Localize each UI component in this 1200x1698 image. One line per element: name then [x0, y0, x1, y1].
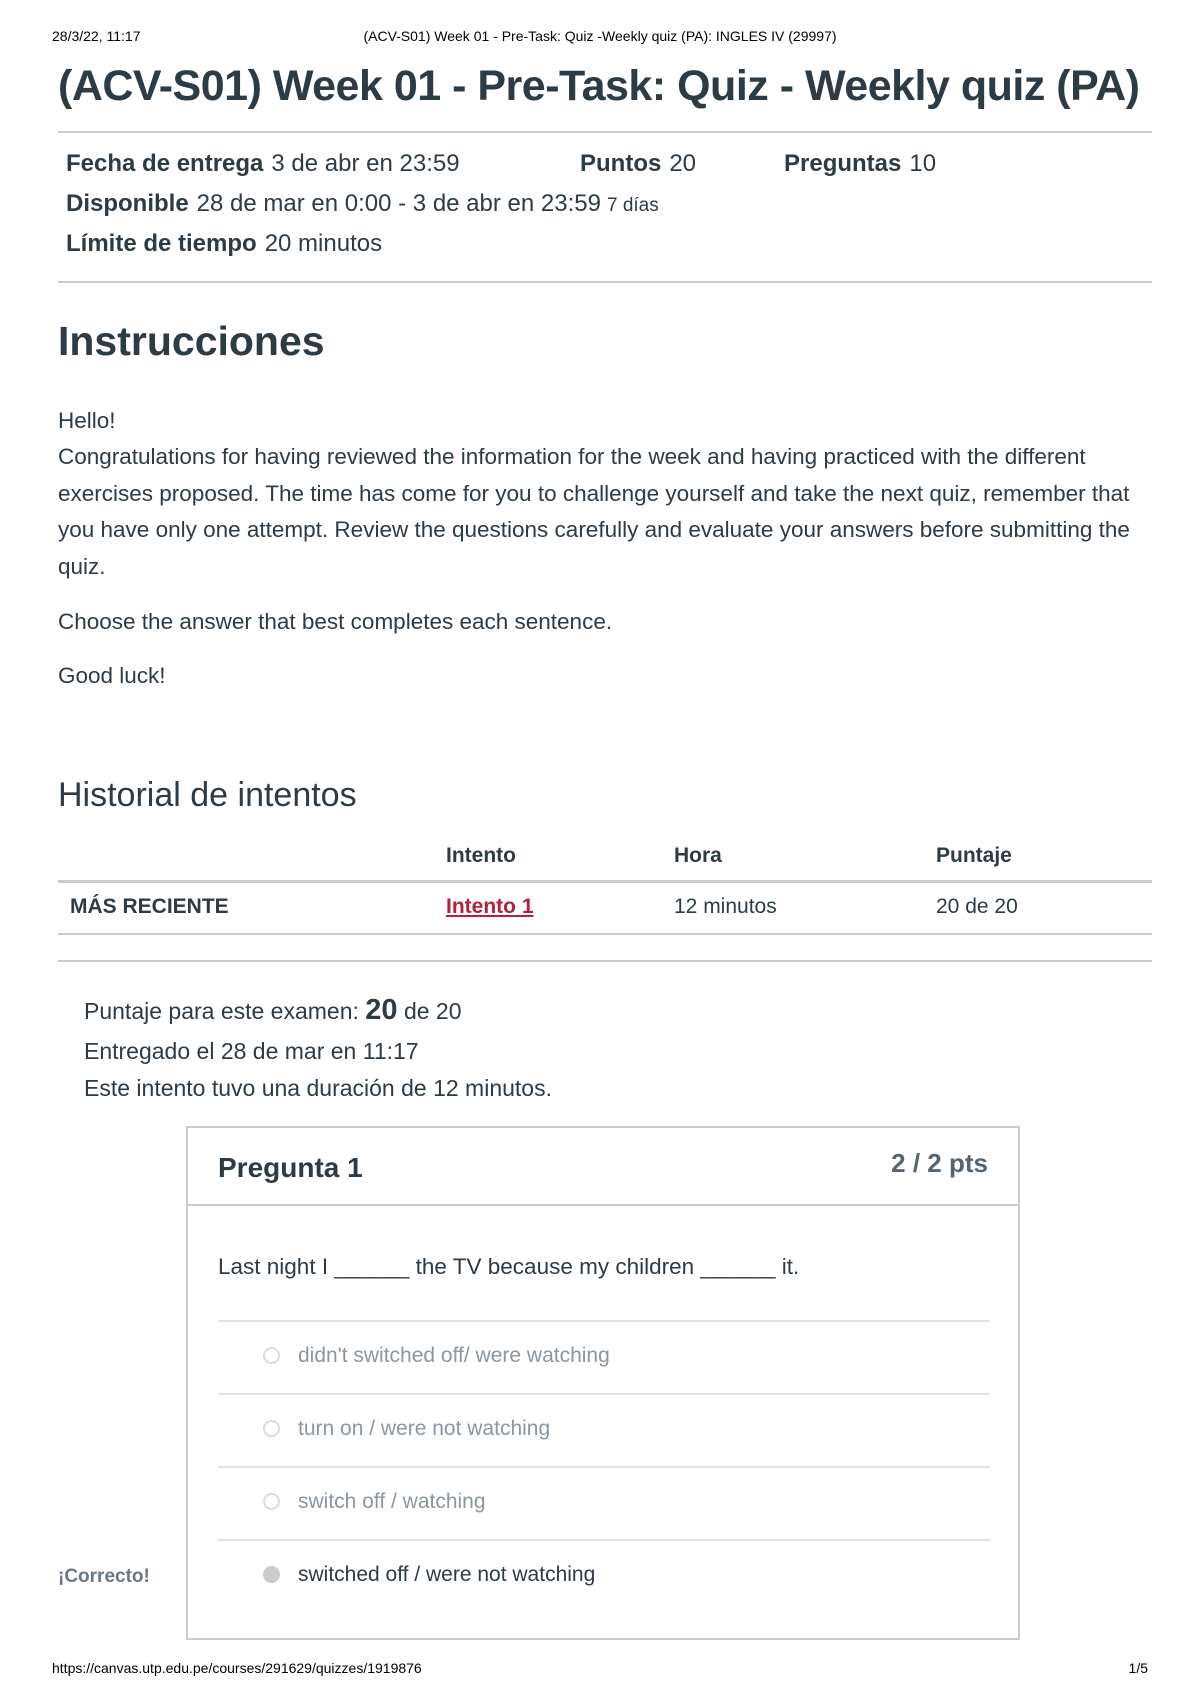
- column-header-attempt: Intento: [446, 844, 516, 867]
- due-label: Fecha de entrega: [66, 150, 264, 177]
- time-limit-value: 20 minutos: [264, 230, 383, 257]
- answer-text: turn on / were not watching: [298, 1417, 551, 1440]
- divider: [58, 131, 1152, 133]
- question-text: Last night I ______ the TV because my children ______ it.: [218, 1254, 800, 1279]
- table-header: [58, 836, 1152, 883]
- answer-text: didn't switched off/ were watching: [298, 1344, 610, 1367]
- available-days: 7 días: [606, 195, 659, 216]
- available-value: 28 de mar en 0:00 - 3 de abr en 23:59: [196, 190, 601, 217]
- row-label: MÁS RECIENTE: [70, 895, 229, 918]
- print-header: [52, 28, 1148, 48]
- correct-flag-text: ¡Correcto!: [58, 1566, 150, 1587]
- radio-icon[interactable]: [263, 1493, 280, 1510]
- instructions-heading: Instrucciones: [58, 318, 325, 364]
- print-footer: [52, 1660, 1148, 1680]
- answer-text: switch off / watching: [298, 1490, 486, 1513]
- table-row: [58, 883, 1152, 935]
- correct-answer-flag: [58, 1560, 184, 1600]
- answer-option[interactable]: [218, 1320, 990, 1394]
- history-heading: Historial de intentos: [58, 776, 357, 814]
- divider: [58, 281, 1152, 283]
- radio-icon[interactable]: [263, 1420, 280, 1437]
- print-title: (ACV-S01) Week 01 - Pre-Task: Quiz -Weekly quiz (PA): INGLES IV (29997): [363, 28, 837, 44]
- answer-option-selected[interactable]: [218, 1539, 990, 1613]
- print-url: https://canvas.utp.edu.pe/courses/291629/quizzes/1919876: [52, 1660, 422, 1676]
- score-value: 20: [365, 994, 398, 1026]
- availability: [66, 190, 659, 218]
- answer-text: switched off / were not watching: [298, 1563, 596, 1586]
- quiz-score: [84, 994, 462, 1027]
- submitted-text: Entregado el 28 de mar en 11:17: [84, 1038, 419, 1064]
- question-title: Pregunta 1: [218, 1152, 363, 1183]
- duration-text: Este intento tuvo una duración de 12 minutos.: [84, 1075, 552, 1101]
- answer-option[interactable]: [218, 1466, 990, 1540]
- instructions-paragraph: Congratulations for having reviewed the information for the week and having practiced with the different exercises proposed. The time has come for you to challenge yourself and take the next quiz, remember that you have only one attempt. Review the questions carefully and evaluate your answers before submitting the quiz.: [58, 444, 1130, 579]
- due-value: 3 de abr en 23:59: [271, 150, 460, 177]
- instructions-good-luck: Good luck!: [58, 663, 166, 688]
- points-value: 20: [669, 150, 697, 177]
- question-header: [188, 1128, 1018, 1206]
- question-card: [186, 1126, 1020, 1640]
- radio-selected-icon[interactable]: [263, 1566, 280, 1583]
- instructions-hello: Hello!: [58, 408, 116, 433]
- column-header-time: Hora: [674, 844, 722, 867]
- radio-icon[interactable]: [263, 1347, 280, 1364]
- instructions-choose: Choose the answer that best completes each sentence.: [58, 609, 613, 634]
- questions-count: [784, 150, 936, 178]
- points-label: Puntos: [580, 150, 662, 177]
- time-limit: [66, 230, 382, 258]
- answer-option[interactable]: [218, 1393, 990, 1467]
- available-label: Disponible: [66, 190, 189, 217]
- score-suffix: de 20: [403, 998, 462, 1024]
- time-limit-label: Límite de tiempo: [66, 230, 257, 257]
- page-number: 1/5: [1128, 1660, 1148, 1676]
- due-date: [66, 150, 460, 178]
- questions-label: Preguntas: [784, 150, 902, 177]
- column-header-score: Puntaje: [936, 844, 1012, 867]
- question-points: 2 / 2 pts: [891, 1148, 988, 1178]
- divider: [58, 960, 1152, 962]
- page-title: (ACV-S01) Week 01 - Pre-Task: Quiz - Weekly quiz (PA): [58, 62, 1140, 110]
- points: [580, 150, 696, 178]
- print-datetime: 28/3/22, 11:17: [52, 28, 141, 44]
- score-prefix: Puntaje para este examen:: [84, 998, 359, 1024]
- row-score: 20 de 20: [936, 895, 1018, 918]
- row-time: 12 minutos: [674, 895, 777, 918]
- questions-value: 10: [909, 150, 937, 177]
- attempt-link[interactable]: Intento 1: [446, 895, 534, 918]
